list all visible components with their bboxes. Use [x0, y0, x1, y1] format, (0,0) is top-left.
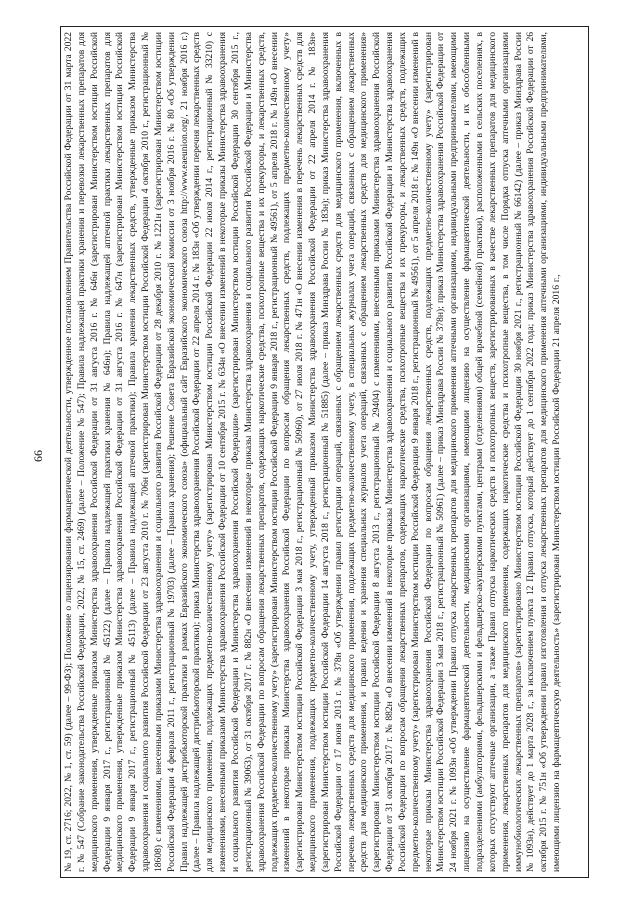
body-text: № 19, ст. 2716; 2022, № 1, ст. 59) (далее – 99-ФЗ); Положение о лицензировании фармацевтической деятельности, утвержденное постановлением Правительства Российской Федерации от 31 марта 2022 г. № 547 (Собрание законодательства Российской Федерации, 2022, № 15, ст. 2469) (далее – Положение № 547); Правила надлежащей практики хранения и перевозки лекарственных препаратов для медицинского применения, утвержденные приказом Министерства здравоохранения Российской Федерации от 31 августа 2016 г. № 646н (зарегистрирован Министерством юстиции Российской Федерации 9 января 2017 г., регистрационный № 45122) (далее – Правила надлежащей практики хранения № 646н); Правила надлежащей аптечной практики лекарственных препаратов для медицинского применения, утвержденные приказом Министерства здравоохранения Российской Федерации от 31 августа 2016 г. № 647н (зарегистрирован Министерством юстиции Российской Федерации 9 января 2017 г., регистрационный № 45113) (далее – Правила надлежащей аптечной практики); Правила хранения лекарственных средств, утвержденные приказом Министерства здравоохранения и социального развития Российской Федерации от 23 августа 2010 г. № 706н (зарегистрирован Министерством юстиции Российской Федерации 4 октября 2010 г., регистрационный № 18608) с изменениями, внесенными приказами Министерства здравоохранения и социального развития Российской Федерации от 28 декабря 2010 г. № 1221н (зарегистрирован Министерством юстиции Российской Федерации 4 февраля 2011 г., регистрационный № 19703) (далее – Правила хранения); Решение Совета Евразийской экономической комиссии от 3 ноября 2016 г. № 80 «Об утверждении Правил надлежащей дистрибьюторской практики в рамках Евразийского экономического союза» (официальный сайт Евразийского экономического союза http://www.eaeunion.org/, 21 ноября 2016 г.) (далее – Правила надлежащей дистрибьюторской практики); приказ Министерства здравоохранения Российской Федерации от 22 апреля 2014 г. № 183н «Об утверждении перечня лекарственных средств для медицинского применения, подлежащих предметно-количественному учету» (зарегистрирован Министерством юстиции Российской Федерации 22 июля 2014 г., регистрационный № 33210) с изменениями, внесенными приказами Министерства здравоохранения Российской Федерации от 10 сентября 2015 г. № 634н «О внесении изменений в некоторые приказы Министерства здравоохранения и социального развития Российской Федерации и Министерства здравоохранения Российской Федерации» (зарегистрирован Министерством юстиции Российской Федерации 30 сентября 2015 г., регистрационный № 39063), от 31 октября 2017 г. № 882н «О внесении изменений в некоторые приказы Министерства здравоохранения и социального развития Российской Федерации и Министерства здравоохранения Российской Федерации по вопросам обращения лекарственных препаратов, содержащих наркотические средства, психотропные вещества и их прекурсоры, и лекарственных средств, подлежащих предметно-количественному учету» (зарегистрирован Министерством юстиции Российской Федерации 9 января 2018 г., регистрационный № 49561), от 5 апреля 2018 г. № 149н «О внесении изменений в некоторые приказы Министерства здравоохранения Российской Федерации по вопросам обращения лекарственных средств, подлежащих предметно-количественному учету» (зарегистрирован Министерством юстиции Российской Федерации 3 мая 2018 г., регистрационный № 50960), от 27 июля 2018 г. № 471н «О внесении изменения в перечень лекарственных средств для медицинского применения, подлежащих предметно-количественному учету, утвержденный приказом Министерства здравоохранения Российской Федерации от 22 апреля 2014 г. № 183н» (зарегистрирован Министерством юстиции Российской Федерации 14 августа 2018 г., регистрационный № 51885) (далее – приказ Минздрава России № 183н); приказ Министерства здравоохранения Российской Федерации от 17 июня 2013 г. № 378н «Об утверждении правил регистрации операций, связанных с обращением лекарственных средств для медицинского применения, включенных в перечень лекарственных средств для медицинского применения, подлежащих предметно-количественному учету, в специальных журналах учета операций, связанных с обращением лекарственных средств для медицинского применения, и правил ведения и хранения специальных журналов учета операций, связанных с обращением лекарственных средств для медицинского применения» (зарегистрирован Министерством юстиции Российской Федерации 8 августа 2013 г., регистрационный № 29404) с изменениями, внесенными приказами Министерства здравоохранения Российской Федерации от 31 октября 2017 г. № 882н «О внесении изменений в некоторые приказы Министерства здравоохранения и социального развития Российской Федерации и Министерства здравоохранения Российской Федерации по вопросам обращения лекарственных препаратов, содержащих наркотические средства, психотропные вещества и их прекурсоры, и лекарственных средств, подлежащих предметно-количественному учету» (зарегистрирован Министерством юстиции Российской Федерации 9 января 2018 г., регистрационный № 49561), от 5 апреля 2018 г. № 149н «О внесении изменений в некоторые приказы Министерства здравоохранения Российской Федерации по вопросам обращения лекарственных средств, подлежащих предметно-количественному учету» (зарегистрирован Министерством юстиции Российской Федерации 3 мая 2018 г., регистрационный № 50961) (далее – приказ Минздрава России № 378н); приказ Министерства здравоохранения Российской Федерации от 24 ноября 2021 г. № 1093н «Об утверждении Правил отпуска лекарственных препаратов для медицинского применения аптечными организациями, индивидуальными предпринимателями, имеющими лицензию на осуществление фармацевтической деятельности, медицинскими организациями, имеющими лицензию на осуществление фармацевтической деятельности, и их обособленными подразделениями (амбулаториями, фельдшерскими и фельдшерско-акушерскими пунктами, центрами (отделениями) общей врачебной (семейной) практики), расположенными в сельских поселениях, в которых отсутствуют аптечные организации, а также Правил отпуска наркотических средств и психотропных веществ, зарегистрированных в качестве лекарственных препаратов для медицинского применения, лекарственных препаратов для медицинского применения, содержащих наркотические средства и психотропные вещества, в том числе Порядка отпуска аптечными организациями иммунобиологических лекарственных препаратов» (зарегистрировано Министерством юстиции Российской Федерации 30 ноября 2021 г., регистрационный № 66142) (далее – приказ Минздрава России № 1093н), действует до 1 марта 2028 г., за исключением пункта 12 Правил отпуска, который действует до 1 сентября 2022 года; приказ Министерства здравоохранения Российской Федерации от 26 октября 2015 г. № 751н «Об утверждении правил изготовления и отпуска лекарственных препаратов для медицинского применения аптечными организациями, индивидуальными предпринимателями, имеющими лицензию на фармацевтическую деятельность» (зарегистрирован Министерством юстиции Российской Федерации 21 апреля 2016 г., [63, 32, 563, 872]
rotated-content-inner [60, 26, 589, 878]
page-number: 66 [31, 450, 45, 462]
rotated-content [60, 26, 589, 878]
